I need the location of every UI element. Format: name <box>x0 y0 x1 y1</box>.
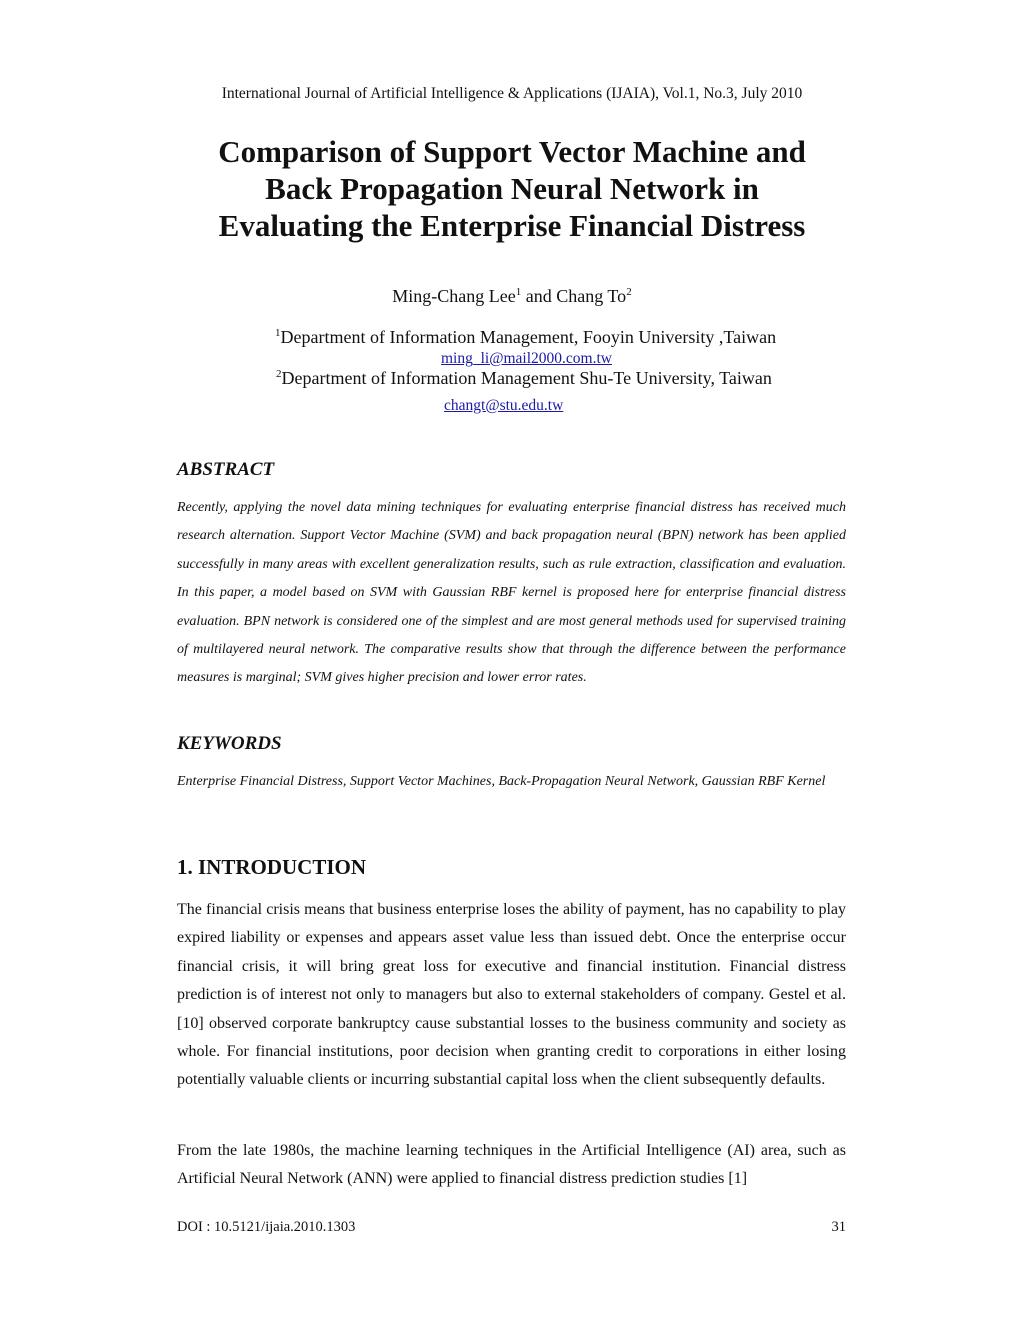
affiliation-2 <box>276 368 772 389</box>
introduction-heading: 1. INTRODUCTION <box>177 855 367 879</box>
abstract-heading: ABSTRACT <box>177 459 275 480</box>
paper-title <box>150 133 874 244</box>
introduction-paragraph-2: From the late 1980s, the machine learning techniques in the Artificial Intelligence (AI) area, such as Artificial Neural Network (ANN) were applied to financial distress prediction studies [1] <box>177 1142 846 1188</box>
affiliation-1 <box>275 327 776 348</box>
affiliation-text: Department of Information Management Shu-Te University, Taiwan <box>281 368 772 388</box>
author-name: Chang To <box>556 286 627 306</box>
author-name: Ming-Chang Lee <box>392 286 516 306</box>
author-joiner: and <box>521 286 557 306</box>
journal-header: International Journal of Artificial Intelligence & Applications (IJAIA), Vol.1, No.3, July 2010 <box>221 85 803 102</box>
email-link-1[interactable]: ming_li@mail2000.com.tw <box>441 350 612 367</box>
affiliation-text: Department of Information Management, Fooyin University ,Taiwan <box>280 327 777 347</box>
keywords-text: Enterprise Financial Distress, Support Vector Machines, Back-Propagation Neural Network, Gaussian RBF Kernel <box>177 774 826 789</box>
email-link-2[interactable]: changt@stu.edu.tw <box>444 397 564 414</box>
introduction-paragraph-1: The financial crisis means that business enterprise loses the ability of payment, has no capability to play expired liability or expenses and appears asset value less than issued debt. Once the enterprise occur financial crisis, it will bring great loss for executive and financial institution. Financial distress prediction is of interest not only to managers but also to external stakeholders of company. Gestel et al. [10] observed corporate bankruptcy cause substantial losses to the business community and society as whole. For financial institutions, poor decision when granting credit to corporations in either losing potentially valuable clients or incurring substantial capital loss when the client subsequently defaults. <box>177 901 846 1089</box>
affiliation-mark: 1 <box>275 327 281 339</box>
keywords-heading: KEYWORDS <box>177 733 282 754</box>
title-line-2: Back Propagation Neural Network in <box>265 171 759 206</box>
title-line-1: Comparison of Support Vector Machine and <box>218 134 806 169</box>
affiliation-mark: 2 <box>276 368 282 380</box>
author-list <box>0 286 1024 307</box>
abstract-text: Recently, applying the novel data mining techniques for evaluating enterprise financial distress has received much research alternation. Support Vector Machine (SVM) and back propagation neural (BPN) network has been applied successfully in many areas with excellent generalization results, such as rule extraction, classification and evaluation. In this paper, a model based on SVM with Gaussian RBF kernel is proposed here for enterprise financial distress evaluation. BPN network is considered one of the simplest and are most general methods used for supervised training of multilayered neural network. The comparative results show that through the difference between the performance measures is marginal; SVM gives higher precision and lower error rates. <box>177 500 846 686</box>
title-line-3: Evaluating the Enterprise Financial Distress <box>218 208 806 243</box>
author-affiliation-mark: 2 <box>626 286 632 298</box>
page-number: 31 <box>831 1219 846 1235</box>
doi-footer: DOI : 10.5121/ijaia.2010.1303 <box>177 1219 356 1235</box>
author-affiliation-mark: 1 <box>515 286 522 298</box>
